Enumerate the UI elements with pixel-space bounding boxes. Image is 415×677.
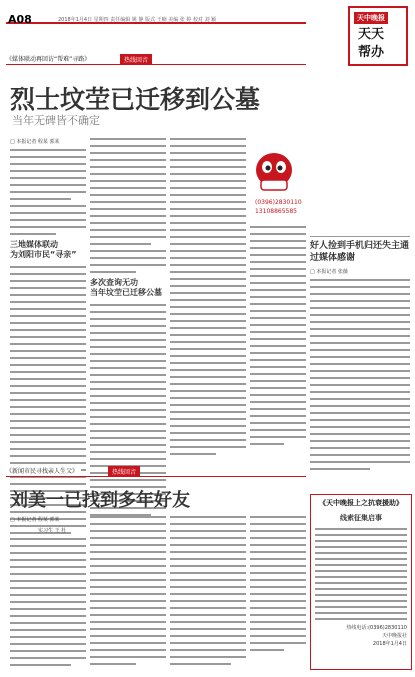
- page-number: A08: [8, 13, 32, 26]
- logo-tag: 天中晚报: [354, 12, 388, 24]
- story2-column-4: [250, 516, 306, 656]
- story1-headline: 烈士坟茔已迁移到公墓: [10, 85, 261, 114]
- hotline-numbers: [255, 198, 302, 216]
- story1-subhead-b: 多次查询无功 当年坟茔已迁移公墓: [90, 278, 162, 297]
- notice-subtitle: 线索征集启事: [340, 514, 382, 522]
- logo-line-2: 帮办: [358, 45, 385, 60]
- right-byline: □ 本报记者 张薇: [310, 269, 348, 275]
- right-rule-top: [310, 236, 410, 237]
- notice-footer-2: 天中晚报社: [381, 633, 407, 639]
- story2-column-1: [10, 516, 86, 671]
- section-label-2: 《新闻市民寻找亲人生父》: [6, 466, 81, 475]
- notice-title: 《天中晚报上之抗衰援助》: [319, 499, 403, 507]
- section-tag-1: 热线回音: [120, 54, 152, 65]
- story2-column-2: [90, 516, 166, 670]
- story1-column-2: [90, 138, 166, 521]
- hotline-2: 13108865585: [255, 208, 297, 215]
- section-bar-1: [6, 54, 306, 65]
- notice-footer-3: 2018年1月4日: [372, 641, 407, 647]
- story1-column-3: [170, 138, 246, 460]
- story2-headline: 刘美一已找到多年好友: [10, 490, 190, 511]
- story1-subhead-a: 三地媒体联动 为刘阳市民“寻亲”: [10, 240, 77, 259]
- story1-column-4: [250, 226, 306, 450]
- story1-column-1: [10, 138, 86, 539]
- header-meta: 2018年1月4日 星期四 责任编辑 姚 静 版式 王楠 美编 张 婷 校对 刘 颖: [58, 17, 217, 23]
- section-bar-2: [6, 466, 306, 477]
- helper-mascot-icon: [253, 150, 295, 194]
- logo-line-1: 天天: [358, 27, 385, 42]
- section-label-1: 《媒体联动再回访“帮难”寻路》: [6, 54, 93, 63]
- notice-footer-1: 热线电话:(0396)2830110: [346, 625, 407, 631]
- notice-box: [310, 494, 412, 670]
- column-logo: [348, 6, 408, 66]
- section-tag-2: 热线回音: [108, 466, 140, 477]
- story2-column-3: [170, 516, 246, 670]
- story2-byline: □ 本报记者 程某 郭某: [10, 517, 60, 523]
- story2-byline-2: 实习生 王 杜: [38, 528, 67, 534]
- hotline-1: (0396)2830110: [255, 199, 302, 206]
- right-column-body: [310, 268, 410, 475]
- story1-byline: □ 本报记者 程某 郭某: [10, 139, 60, 145]
- story1-subheadline: 当年无碑皆不确定: [12, 114, 100, 127]
- right-headline: 好人捡到手机归还失主通过媒体感谢: [310, 241, 410, 263]
